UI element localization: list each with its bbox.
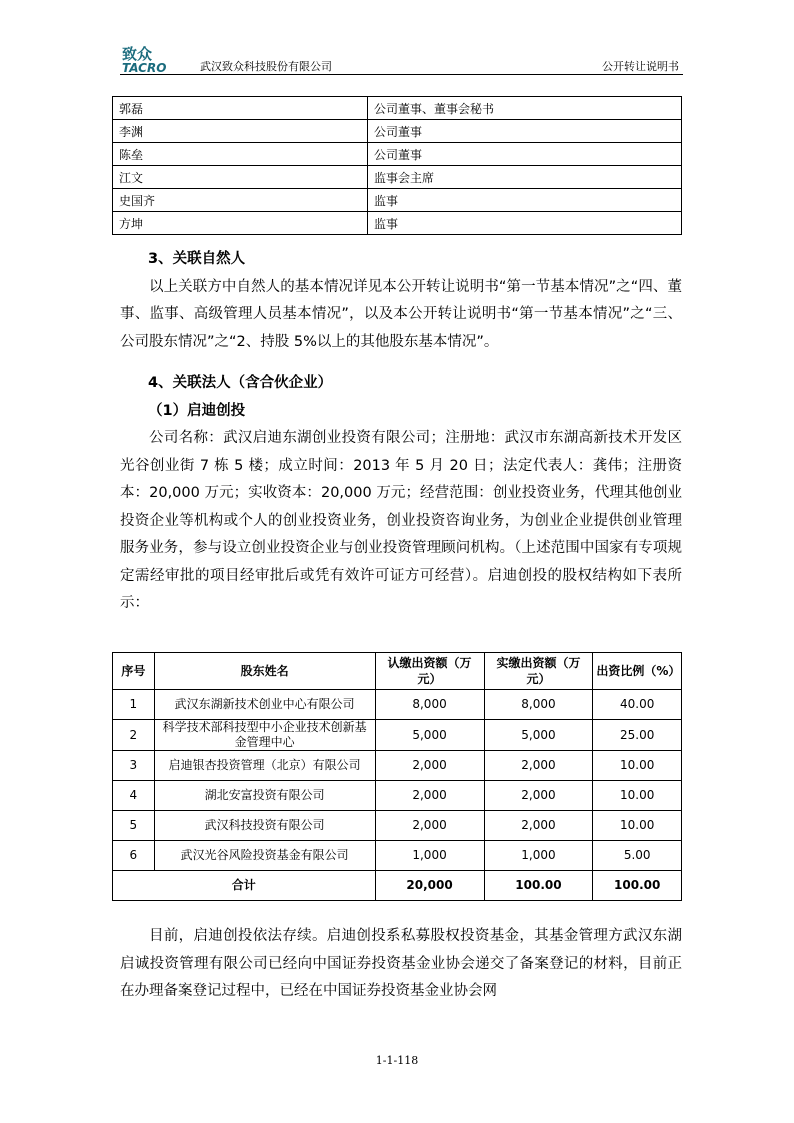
total-ratio: 100.00 <box>593 871 682 901</box>
person-name: 郭磊 <box>113 97 368 120</box>
column-header: 股东姓名 <box>154 653 375 690</box>
cell-paid: 8,000 <box>484 690 593 720</box>
table-row <box>113 97 682 120</box>
person-name: 江文 <box>113 166 368 189</box>
page-number: 1-1-118 <box>375 1054 419 1067</box>
table-header-row <box>113 653 682 690</box>
table-row <box>113 120 682 143</box>
company-logo <box>120 44 196 74</box>
cell-shareholder: 湖北安富投资有限公司 <box>154 781 375 811</box>
person-name: 陈垒 <box>113 143 368 166</box>
cell-ratio: 10.00 <box>593 811 682 841</box>
cell-ratio: 10.00 <box>593 751 682 781</box>
cell-subscribed: 2,000 <box>375 811 484 841</box>
cell-paid: 1,000 <box>484 841 593 871</box>
column-header: 出资比例（%） <box>593 653 682 690</box>
column-header: 实缴出资额（万元） <box>484 653 593 690</box>
section-4-body: 公司名称：武汉启迪东湖创业投资有限公司；注册地：武汉市东湖高新技术开发区光谷创业街 7 栋 5 楼；成立时间：2013 年 5 月 20 日；法定代表人：龚伟；注册资本：20,000 万元；实收资本：20,000 万元；经营范围：创业投资业务，代理其他创业投资企业等机构或个人的创业投资业务，创业投资咨询业务，为创业企业提供创业管理服务业务，参与设立创业投资企业与创业投资管理顾问机构。（上述范围中国家有专项规定需经审批的项目经审批后或凭有效许可证方可经营）。启迪创投的股权结构如下表所示： <box>120 430 682 611</box>
table-row <box>113 189 682 212</box>
total-row <box>113 871 682 901</box>
cell-seq: 6 <box>113 841 155 871</box>
table-row <box>113 212 682 235</box>
cell-subscribed: 2,000 <box>375 751 484 781</box>
person-role: 公司董事、董事会秘书 <box>368 97 682 120</box>
table-row <box>113 720 682 751</box>
person-name: 史国齐 <box>113 189 368 212</box>
header-divider <box>120 74 683 75</box>
svg-text:TACRO: TACRO <box>122 61 167 74</box>
cell-shareholder: 科学技术部科技型中小企业技术创新基金管理中心 <box>154 720 375 751</box>
cell-shareholder: 武汉东湖新技术创业中心有限公司 <box>154 690 375 720</box>
table-row <box>113 841 682 871</box>
people-table <box>112 96 682 235</box>
table-row <box>113 166 682 189</box>
cell-seq: 2 <box>113 720 155 751</box>
person-role: 监事 <box>368 212 682 235</box>
person-role: 公司董事 <box>368 143 682 166</box>
cell-seq: 5 <box>113 811 155 841</box>
total-paid: 100.00 <box>484 871 593 901</box>
table-row <box>113 690 682 720</box>
table-row <box>113 781 682 811</box>
cell-paid: 2,000 <box>484 781 593 811</box>
section-4-subheading: （1）启迪创投 <box>148 402 246 419</box>
section-3-heading: 3、关联自然人 <box>148 251 246 267</box>
section-4-heading: 4、关联法人（含合伙企业） <box>148 375 333 391</box>
table-row <box>113 751 682 781</box>
table-row <box>113 811 682 841</box>
document-type: 公开转让说明书 <box>602 60 679 73</box>
company-name: 武汉致众科技股份有限公司 <box>200 60 332 73</box>
total-subscribed: 20,000 <box>375 871 484 901</box>
cell-ratio: 10.00 <box>593 781 682 811</box>
svg-text:致众: 致众 <box>122 45 153 63</box>
person-role: 公司董事 <box>368 120 682 143</box>
cell-subscribed: 5,000 <box>375 720 484 751</box>
cell-shareholder: 武汉光谷风险投资基金有限公司 <box>154 841 375 871</box>
person-role: 监事 <box>368 189 682 212</box>
person-name: 方坤 <box>113 212 368 235</box>
cell-paid: 2,000 <box>484 751 593 781</box>
section-3-body: 以上关联方中自然人的基本情况详见本公开转让说明书“第一节基本情况”之“四、董事、监事、高级管理人员基本情况”，以及本公开转让说明书“第一节基本情况”之“三、公司股东情况”之“2、持股 5%以上的其他股东基本情况”。 <box>120 278 682 350</box>
cell-paid: 5,000 <box>484 720 593 751</box>
cell-subscribed: 2,000 <box>375 781 484 811</box>
table-row <box>113 143 682 166</box>
cell-paid: 2,000 <box>484 811 593 841</box>
closing-body: 目前，启迪创投依法存续。启迪创投系私募股权投资基金，其基金管理方武汉东湖启诚投资管理有限公司已经向中国证券投资基金业协会递交了备案登记的材料，目前正在办理备案登记过程中，已经在中国证券投资基金业协会网 <box>120 928 682 999</box>
column-header: 序号 <box>113 653 155 690</box>
cell-shareholder: 启迪银杏投资管理（北京）有限公司 <box>154 751 375 781</box>
cell-ratio: 25.00 <box>593 720 682 751</box>
person-name: 李渊 <box>113 120 368 143</box>
page-header <box>120 44 683 74</box>
equity-structure-table <box>112 652 682 901</box>
person-role: 监事会主席 <box>368 166 682 189</box>
cell-subscribed: 8,000 <box>375 690 484 720</box>
cell-shareholder: 武汉科技投资有限公司 <box>154 811 375 841</box>
cell-ratio: 40.00 <box>593 690 682 720</box>
column-header: 认缴出资额（万元） <box>375 653 484 690</box>
cell-subscribed: 1,000 <box>375 841 484 871</box>
closing-paragraph <box>120 923 682 1006</box>
cell-seq: 4 <box>113 781 155 811</box>
cell-seq: 1 <box>113 690 155 720</box>
section-3 <box>120 246 682 356</box>
cell-seq: 3 <box>113 751 155 781</box>
total-label: 合计 <box>113 871 376 901</box>
section-4 <box>120 370 682 618</box>
cell-ratio: 5.00 <box>593 841 682 871</box>
